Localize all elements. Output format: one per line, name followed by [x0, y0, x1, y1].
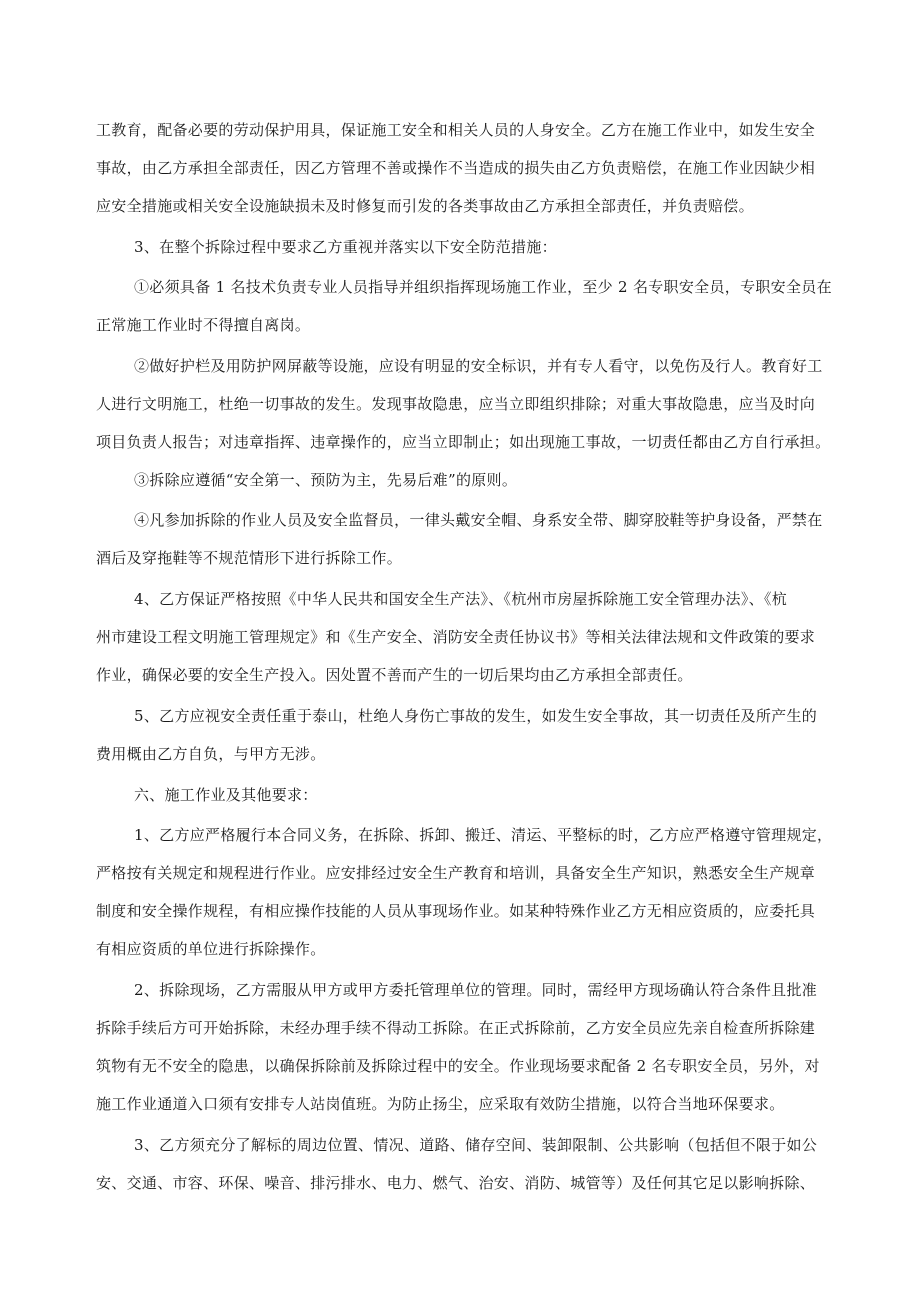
- text-line: 工教育，配备必要的劳动保护用具，保证施工安全和相关人员的人身安全。乙方在施工作业中，如发生安全: [96, 121, 816, 139]
- text-line: 施工作业通道入口须有安排专人站岗值班。为防止扬尘，应采取有效防尘措施，以符合当地环保要求。: [96, 1095, 785, 1113]
- text-line: 事故，由乙方承担全部责任，因乙方管理不善或操作不当造成的损失由乙方负责赔偿，在施工作业因缺少相: [96, 159, 816, 177]
- text-line: 作业，确保必要的安全生产投入。因处置不善而产生的一切后果均由乙方承担全部责任。: [96, 666, 693, 684]
- text-line: 1、乙方应严格履行本合同义务，在拆除、拆卸、搬迁、清运、平整标的时，乙方应严格遵守管理规定，: [134, 826, 833, 844]
- text-line: 筑物有无不安全的隐患，以确保拆除前及拆除过程中的安全。作业现场要求配备 2 名专职安全员，另外，对: [96, 1057, 820, 1075]
- text-line: 有相应资质的单位进行拆除操作。: [96, 940, 326, 958]
- text-line: 州市建设工程文明施工管理规定》和《生产安全、消防安全责任协议书》等相关法律法规和文件政策的要求: [96, 628, 816, 646]
- text-line: 5、乙方应视安全责任重于泰山，杜绝人身伤亡事故的发生，如发生安全事故，其一切责任及所产生的: [134, 707, 818, 725]
- text-line: 费用概由乙方自负，与甲方无涉。: [96, 745, 326, 763]
- text-line: 3、乙方须充分了解标的周边位置、情况、道路、储存空间、装卸限制、公共影响（包括但不限于如公: [134, 1136, 818, 1154]
- text-line: 制度和安全操作规程，有相应操作技能的人员从事现场作业。如某种特殊作业乙方无相应资质的，应委托具: [96, 902, 816, 920]
- text-line: 应安全措施或相关安全设施缺损未及时修复而引发的各类事故由乙方承担全部责任，并负责赔偿。: [96, 197, 754, 215]
- text-line: ①必须具备 1 名技术负责专业人员指导并组织指挥现场施工作业，至少 2 名专职安全员，专职安全员在: [134, 278, 832, 296]
- text-line: 2、拆除现场，乙方需服从甲方或甲方委托管理单位的管理。同时，需经甲方现场确认符合条件且批准: [134, 981, 818, 999]
- text-line: 严格按有关规定和规程进行作业。应安排经过安全生产教育和培训，具备安全生产知识，熟悉安全生产规章: [96, 864, 816, 882]
- text-line: 安、交通、市容、环保、噪音、排污排水、电力、燃气、治安、消防、城管等）及任何其它足以影响拆除、: [96, 1174, 816, 1192]
- text-line: 正常施工作业时不得擅自离岗。: [96, 316, 311, 334]
- text-line: ②做好护栏及用防护网屏蔽等设施，应设有明显的安全标识，并有专人看守，以免伤及行人。教育好工: [134, 357, 823, 375]
- text-line: ④凡参加拆除的作业人员及安全监督员，一律头戴安全帽、身系安全带、脚穿胶鞋等护身设备，严禁在: [134, 511, 823, 529]
- text-line: 4、乙方保证严格按照《中华人民共和国安全生产法》、《杭州市房屋拆除施工安全管理办法》、《杭: [134, 590, 788, 608]
- text-line: 酒后及穿拖鞋等不规范情形下进行拆除工作。: [96, 549, 403, 567]
- text-line: 人进行文明施工，杜绝一切事故的发生。发现事故隐患，应当立即组织排除；对重大事故隐患，应当及时向: [96, 395, 816, 413]
- text-line: 项目负责人报告；对违章指挥、违章操作的，应当立即制止；如出现施工事故，一切责任都由乙方自行承担。: [96, 433, 831, 451]
- text-line: ③拆除应遵循“安全第一、预防为主，先易后难”的原则。: [134, 471, 518, 489]
- text-line: 3、在整个拆除过程中要求乙方重视并落实以下安全防范措施：: [134, 238, 557, 256]
- section-heading: 六、施工作业及其他要求：: [134, 786, 318, 804]
- text-line: 拆除手续后方可开始拆除，未经办理手续不得动工拆除。在正式拆除前，乙方安全员应先亲自检查所拆除建: [96, 1019, 816, 1037]
